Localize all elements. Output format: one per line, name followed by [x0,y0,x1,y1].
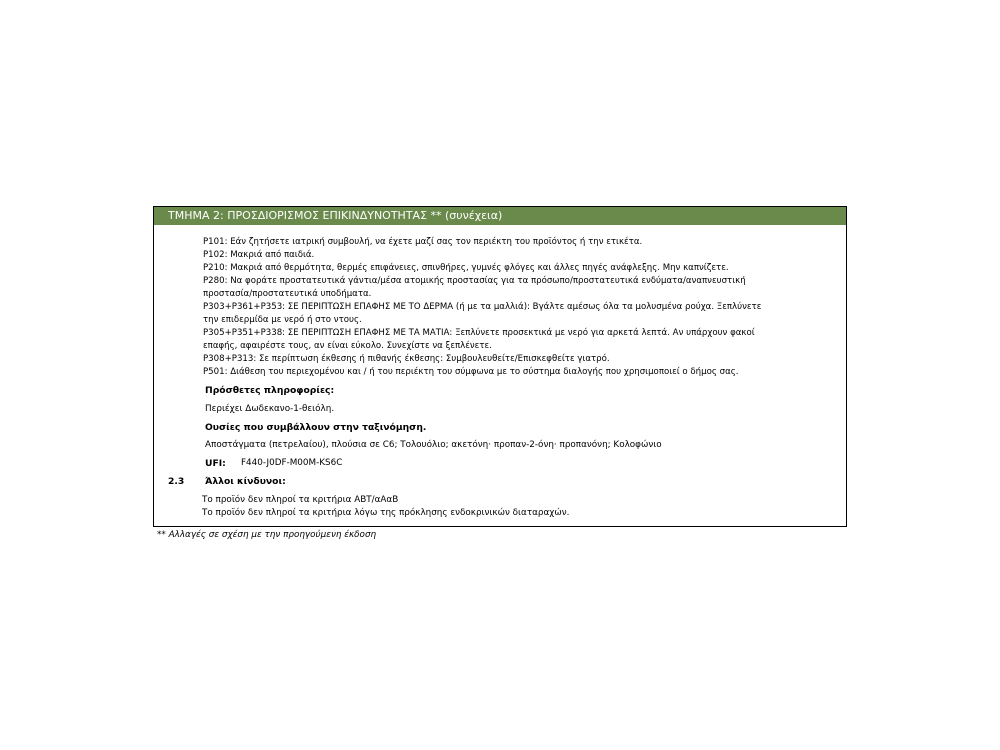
statement-line: την επιδερμίδα με νερό ή στο ντους. [203,315,362,325]
footnote: ** Αλλαγές σε σχέση με την προηγούμενη έκδοση [157,530,377,540]
subsection-title: Άλλοι κίνδυνοι: [205,476,286,487]
statement-line: P102: Μακριά από παιδιά. [203,250,315,260]
section-header: ΤΜΗΜΑ 2: ΠΡΟΣΔΙΟΡΙΣΜΟΣ ΕΠΙΚΙΝΔΥΝΟΤΗΤΑΣ ** (συνέχεια) [154,207,846,225]
statement-line: προστασία/προστατευτικά υποδήματα. [203,289,372,299]
additional-info-label: Πρόσθετες πληροφορίες: [205,385,335,396]
ufi-label: UFI: [205,458,226,469]
statement-line: P308+P313: Σε περίπτωση έκθεσης ή πιθανής έκθεσης: Συμβουλευθείτε/Επισκεφθείτε γιατρό. [203,354,610,364]
statement-line: P280: Να φοράτε προστατευτικά γάντια/μέσα ατομικής προστασίας για τα πρόσωπο/προστατευτικά ενδύματα/αναπνευστική [203,276,746,286]
ufi-code: F440-J0DF-M00M-KS6C [241,458,343,468]
statement-line: P210: Μακριά από θερμότητα, θερμές επιφάνειες, σπινθήρες, γυμνές φλόγες και άλλες πηγές ανάφλεξης. Μην καπνίζετε. [203,263,729,273]
statement-line: επαφής, αφαιρέστε τους, αν είναι εύκολο. Συνεχίστε να ξεπλένετε. [203,341,492,351]
other-hazards-line: Το προϊόν δεν πληροί τα κριτήρια ΑΒΤ/αΑαΒ [202,495,399,505]
other-hazards-line: Το προϊόν δεν πληροί τα κριτήρια λόγω της πρόκλησης ενδοκρινικών διαταραχών. [202,508,570,518]
statement-line: P101: Εάν ζητήσετε ιατρική συμβουλή, να έχετε μαζί σας τον περιέκτη του προϊόντος ή την ετικέτα. [203,237,643,247]
additional-info-text: Περιέχει Δωδεκανο-1-θειόλη. [205,404,335,414]
classification-label: Ουσίες που συμβάλλουν στην ταξινόμηση. [205,422,427,433]
statement-line: P501: Διάθεση του περιεχομένου και / ή του περιέκτη του σύμφωνα με το σύστημα διαλογής που χρησιμοποιεί ο δήμος σας. [203,367,739,377]
statement-line: P305+P351+P338: ΣΕ ΠΕΡΙΠΤΩΣΗ ΕΠΑΦΗΣ ΜΕ ΤΑ ΜΑΤΙΑ: Ξεπλύνετε προσεκτικά με νερό για αρκετά λεπτά. Αν υπάρχουν φακοί [203,328,755,338]
subsection-number: 2.3 [168,476,185,487]
statement-line: P303+P361+P353: ΣΕ ΠΕΡΙΠΤΩΣΗ ΕΠΑΦΗΣ ΜΕ ΤΟ ΔΕΡΜΑ (ή με τα μαλλιά): Βγάλτε αμέσως όλα τα μολυσμένα ρούχα. Ξεπλύνετε [203,302,762,312]
classification-text: Αποστάγματα (πετρελαίου), πλούσια σε C6; Τολουόλιο; ακετόνη· προπαν-2-όνη· προπανόνη; Κολοφώνιο [205,440,662,450]
section-2-box [153,206,847,527]
